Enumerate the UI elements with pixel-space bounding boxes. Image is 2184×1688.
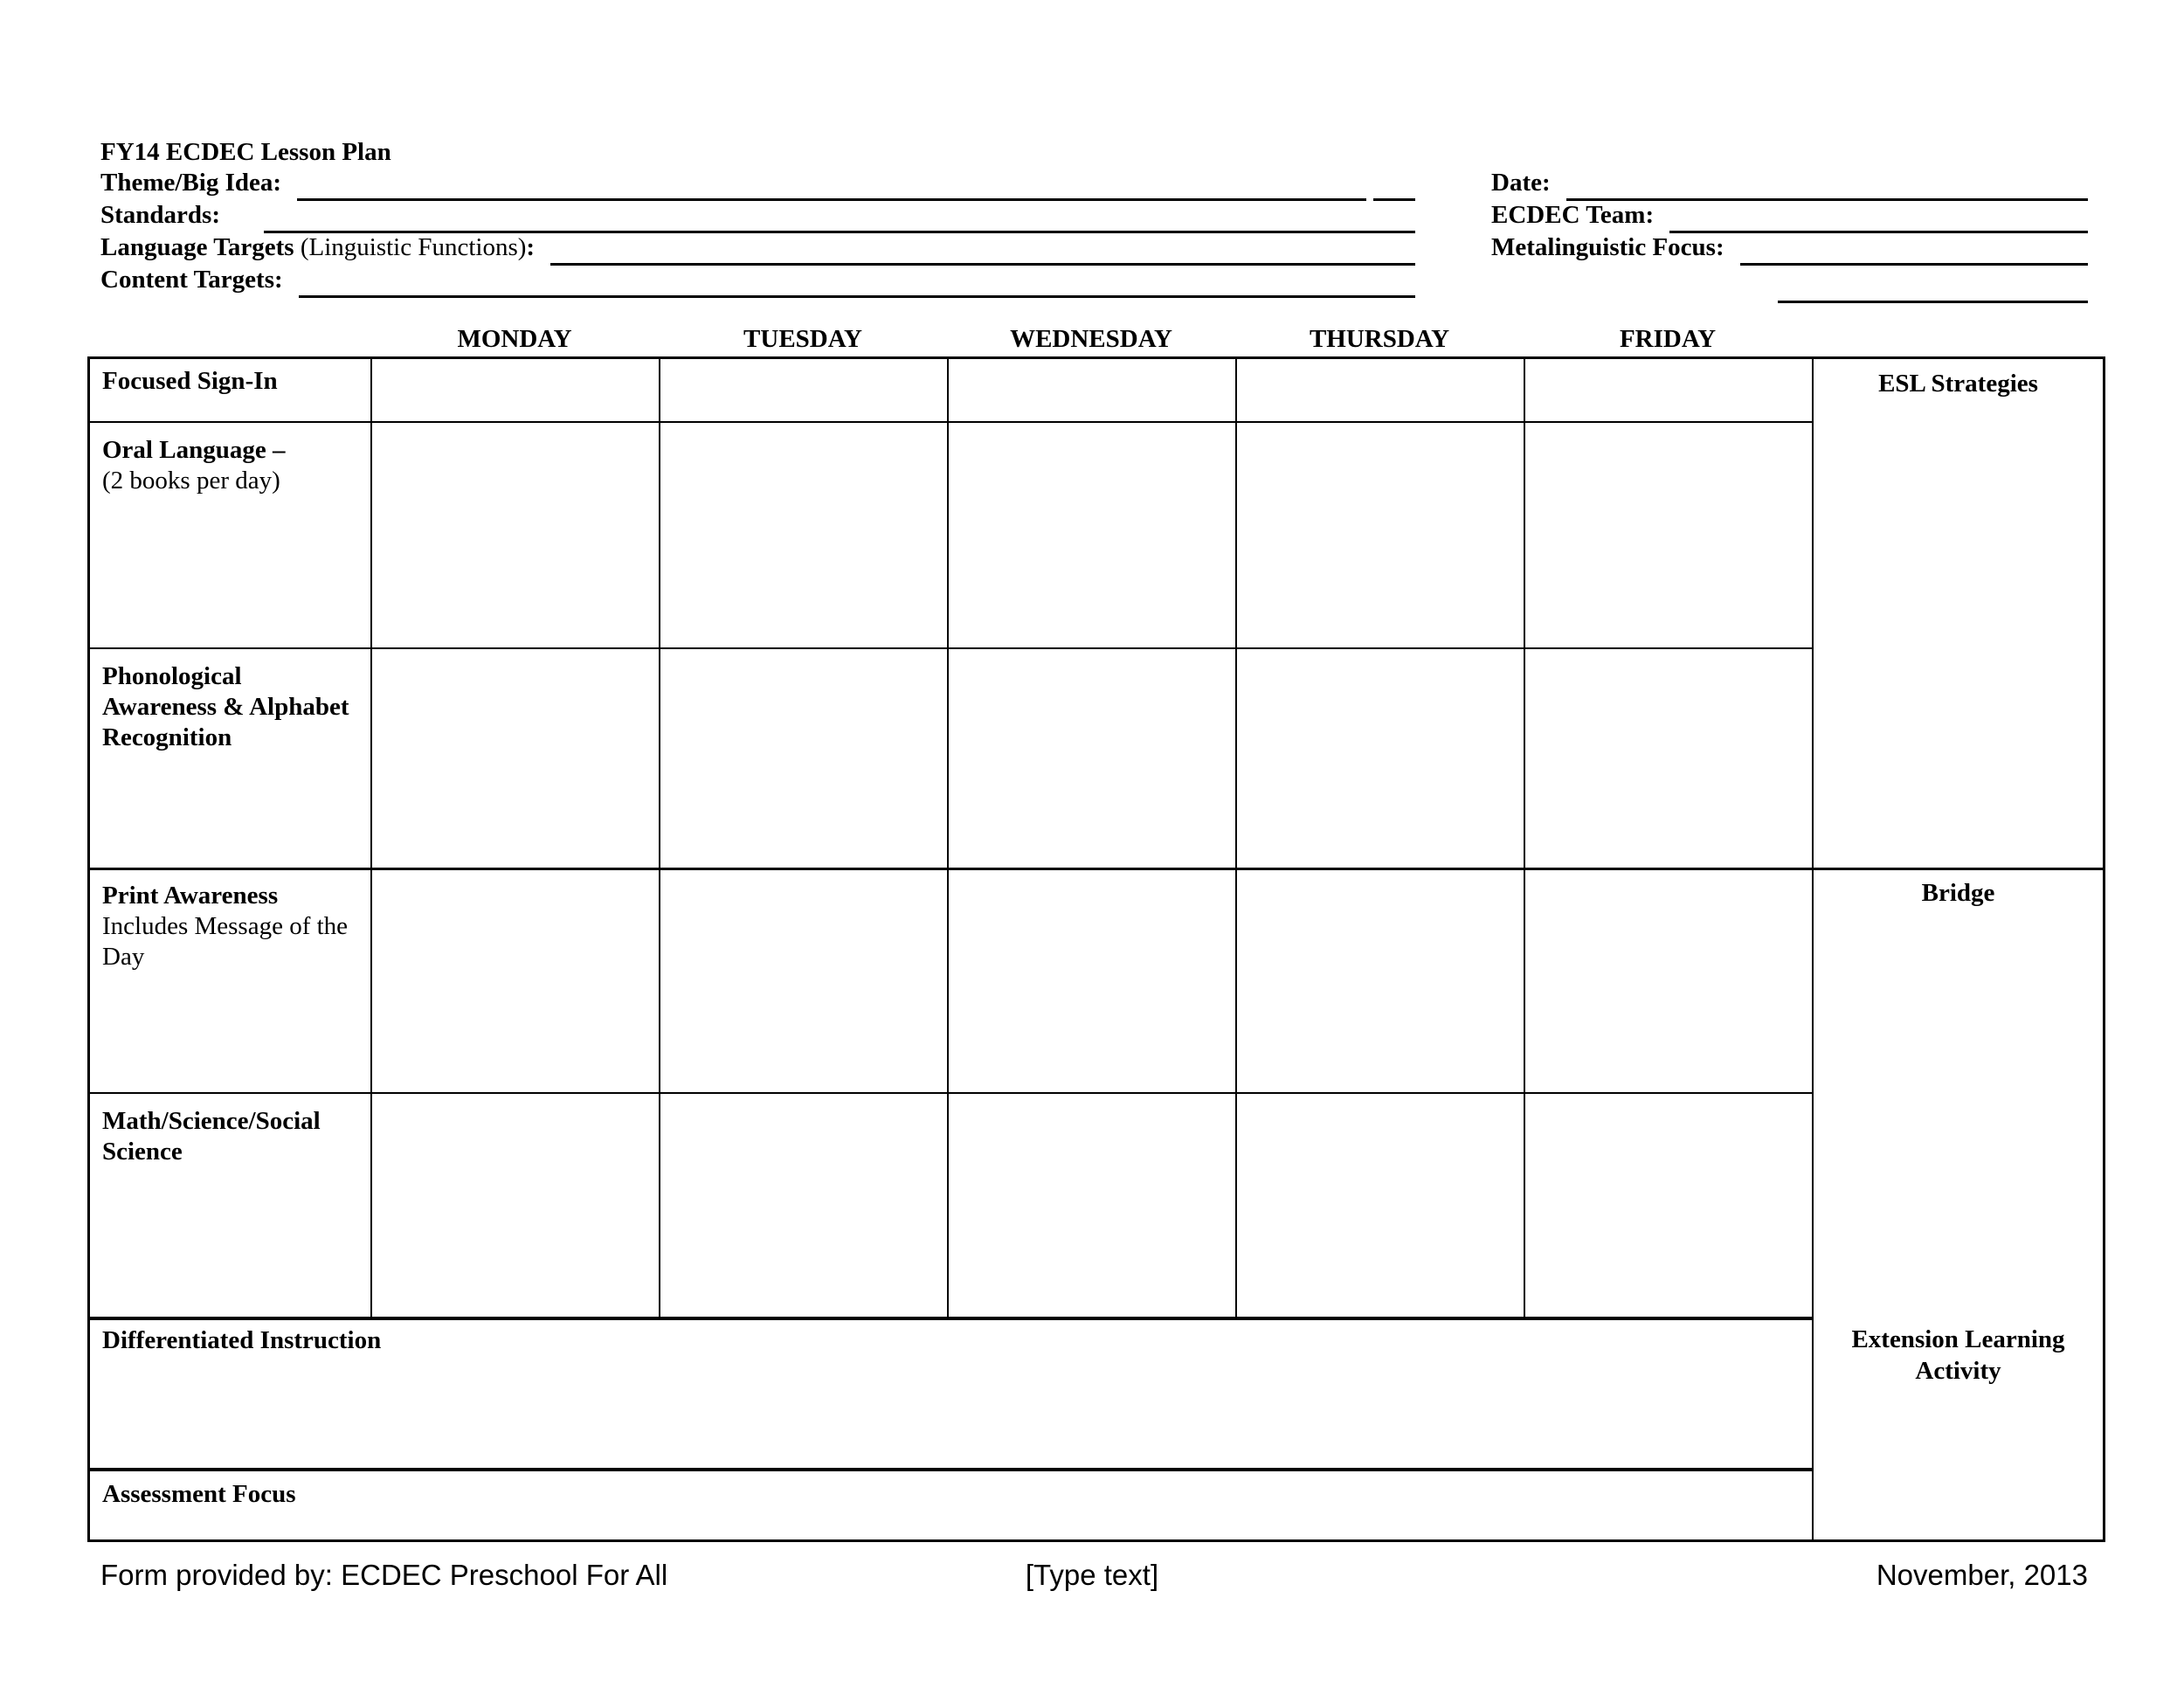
cell-tuesday-focused-sign-in [660,361,945,421]
cell-friday-math-science-social [1525,1094,1810,1315]
cell-wednesday-math-science-social [949,1094,1234,1315]
row-label-math-science-social: Math/Science/Social Science [102,1107,321,1166]
field-language-targets [100,233,1415,266]
field-standards [100,201,1415,233]
row-label-differentiated-instruction: Differentiated Instruction [102,1326,382,1354]
grid-line [90,1317,1812,1320]
schedule-table [87,356,2105,1542]
field-label: Date: [1491,169,1551,197]
fill-in-line [1778,301,2088,303]
row-label-oral-language: Oral Language – (2 books per day) [102,436,286,495]
fill-in-line [299,295,1415,298]
cell-monday-print-awareness [372,870,657,1090]
footer-type-text-placeholder: [Type text] [1025,1559,1159,1591]
cell-friday-phonological-awareness [1525,649,1810,868]
row-label-print-awareness: Print Awareness Includes Message of the Day [102,882,349,971]
field-label: Language Targets (Linguistic Functions): [100,233,536,261]
grid-line [90,1468,1812,1471]
cell-tuesday-math-science-social [660,1094,945,1315]
row-label-focused-sign-in: Focused Sign-In [102,367,278,395]
cell-monday-math-science-social [372,1094,657,1315]
cell-monday-phonological-awareness [372,649,657,868]
side-section-esl-strategies: ESL Strategies [1878,370,2038,398]
day-header-friday: FRIDAY [1619,325,1717,353]
row-label-assessment-focus: Assessment Focus [102,1480,296,1508]
field-theme-big-idea [100,171,1415,201]
cell-thursday-focused-sign-in [1237,361,1522,421]
field-date [1491,171,2088,201]
field-metalinguistic-focus [1491,233,2088,266]
page-title: FY14 ECDEC Lesson Plan [100,138,391,166]
cell-wednesday-focused-sign-in [949,361,1234,421]
cell-friday-focused-sign-in [1525,361,1810,421]
cell-wednesday-phonological-awareness [949,649,1234,868]
fill-in-line [297,198,1366,201]
cell-tuesday-oral-language [660,423,945,647]
footer-date: November, 2013 [1876,1559,2088,1591]
field-label: ECDEC Team: [1491,201,1655,229]
field-label: Standards: [100,201,220,229]
cell-thursday-print-awareness [1237,870,1522,1090]
side-section-bridge: Bridge [1921,879,1995,907]
cell-wednesday-oral-language [949,423,1234,647]
fill-in-line [1740,263,2088,266]
field-ecdec-team [1491,201,2088,233]
cell-monday-oral-language [372,423,657,647]
cell-monday-focused-sign-in [372,361,657,421]
fill-in-line [1669,231,2088,233]
side-section-extension-learning-activity: Extension Learning Activity [1851,1325,2065,1386]
row-label-phonological-awareness: Phonological Awareness & Alphabet Recognition [102,662,349,751]
field-blank-line [1778,273,2088,303]
day-header-thursday: THURSDAY [1309,325,1450,353]
field-label: Theme/Big Idea: [100,169,282,197]
cell-tuesday-print-awareness [660,870,945,1090]
cell-friday-print-awareness [1525,870,1810,1090]
cell-friday-oral-language [1525,423,1810,647]
fill-in-line-segment [1373,198,1415,201]
cell-thursday-math-science-social [1237,1094,1522,1315]
day-header-wednesday: WEDNESDAY [1010,325,1172,353]
day-header-tuesday: TUESDAY [743,325,862,353]
day-header-monday: MONDAY [457,325,572,353]
field-content-targets [100,268,1415,298]
field-label: Metalinguistic Focus: [1491,233,1724,261]
field-label: Content Targets: [100,266,283,294]
cell-tuesday-phonological-awareness [660,649,945,868]
fill-in-line [550,263,1415,266]
cell-thursday-oral-language [1237,423,1522,647]
cell-wednesday-print-awareness [949,870,1234,1090]
cell-thursday-phonological-awareness [1237,649,1522,868]
footer-provided-by: Form provided by: ECDEC Preschool For All [100,1559,668,1591]
